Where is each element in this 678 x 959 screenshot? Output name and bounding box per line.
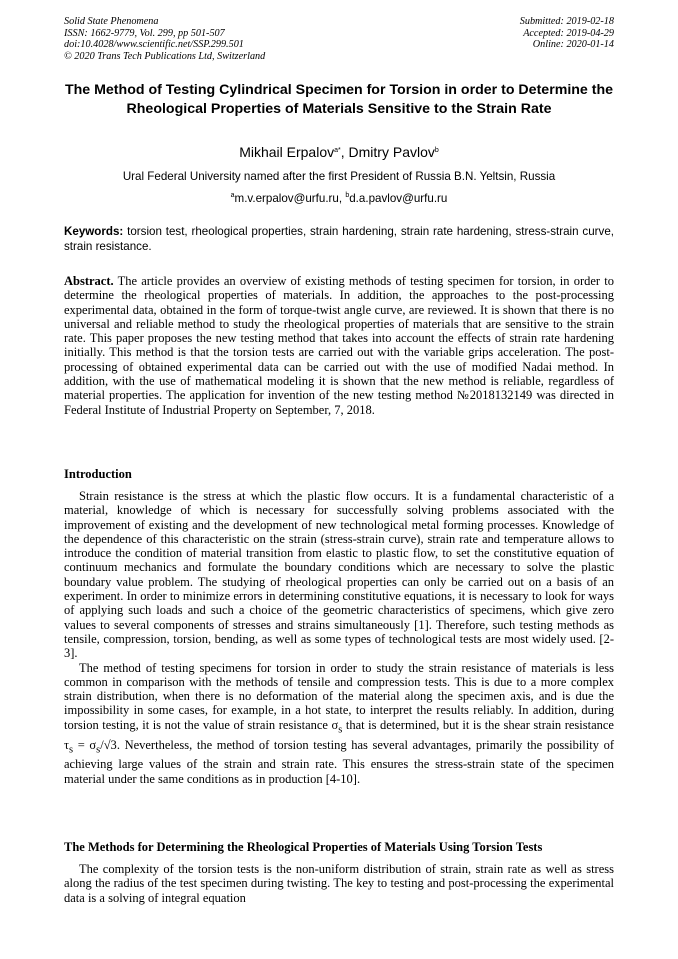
- paragraph-text: . Nevertheless, the method of torsion testing has several advantages, primarily the possibility of achieving large values of the strain and strain rate. This ensures the stress-strain state of the specimen material under the same conditions as in production [4-10].: [64, 737, 614, 786]
- subscript-s: s: [96, 744, 101, 756]
- sigma-symbol: σ: [331, 717, 339, 732]
- subscript-s: s: [338, 724, 343, 736]
- doi-line: doi:10.4028/www.scientific.net/SSP.299.501: [64, 39, 244, 51]
- introduction-body: [64, 489, 614, 786]
- keywords: [64, 225, 614, 254]
- email-separator: ,: [338, 192, 346, 205]
- email-mark: a: [230, 192, 235, 199]
- author-separator: ,: [340, 144, 349, 160]
- affiliation: Ural Federal University named after the first President of Russia B.N. Yeltsin, Russia: [122, 170, 556, 183]
- author-affiliation-mark: b: [434, 147, 439, 154]
- paper-title: The Method of Testing Cylindrical Specimen for Torsion in order to Determine the Rheological Properties of Materials Sensitive to the Strain Rate: [64, 82, 614, 117]
- author-list: [64, 143, 614, 161]
- submitted-date: Submitted: 2019-02-18: [519, 16, 614, 27]
- equation-text: =: [73, 737, 90, 752]
- author-affiliation-mark: a*: [334, 147, 341, 154]
- online-date: Online: 2020-01-14: [532, 39, 614, 51]
- abstract: [64, 274, 614, 417]
- keywords-label: Keywords:: [64, 225, 124, 238]
- copyright-line: © 2020 Trans Tech Publications Ltd, Switzerland: [64, 50, 266, 62]
- author-emails: [64, 191, 614, 206]
- issn-line: ISSN: 1662-9779, Vol. 299, pp 501-507: [64, 27, 225, 39]
- email-mark: b: [345, 192, 350, 199]
- abstract-text: The article provides an overview of existing methods of testing specimen for torsion, in order to determine the rheological properties of materials. In addition, the approaches to the post-processing experimental data, obtained in the form of torque-twist angle curve, are reviewed. It is shown that there is no universal and reliable method to study the rheological properties of materials that are sensitive to the strain rate. This paper proposes the new testing method that takes into account the effects of strain rate hardening initially. This method is that the torsion tests are carried out with the variable grips acceleration. The post-processing of obtained experimental data can be carried out with the use of modified Nadai method. In addition, with the use of mathematical modeling it is shown that the new method is reliable, regardless of material properties. The application for invention of the new testing method №2018132149 was directed in Federal Institute of Industrial Property on September, 7, 2018.: [64, 274, 614, 417]
- introduction-paragraph: Strain resistance is the stress at which the plastic flow occurs. It is a fundamental characteristic of a material, knowledge of which is necessary for successfully solving problems associated with the improvement of existing and the development of new technological metal forming processes. Knowledge of the dependence of this characteristic on the strain (stress-strain curve), strain rate and temperature allows to introduce the condition of material transition from elastic to plastic flow, to set the constitutive equation of continuum mechanics and formulate the boundary conditions which are necessary to solve the plastic boundary value problem. The studying of rheological properties can only be carried out on a basis of an experiment. In order to minimize errors in determining constitutive equations, it is necessary to look for ways of applying such loads and such a choice of the geometric characteristics of specimens, which give zero values to several components of stresses and strains simultaneously [1]. Therefore, such testing methods as tensile, compression, torsion, bending, as well as some types of technological tests are most widely used. [2-3].: [64, 489, 614, 661]
- journal-header-left: [64, 16, 265, 62]
- author-name: Mikhail Erpalov: [239, 144, 335, 160]
- equation-text: /√3: [100, 737, 117, 752]
- keywords-text: torsion test, rheological properties, strain hardening, strain rate hardening, stress-strain curve, strain resistance.: [64, 225, 614, 253]
- section-heading-methods: The Methods for Determining the Rheological Properties of Materials Using Torsion Tests: [64, 840, 543, 854]
- subscript-s: s: [69, 744, 74, 756]
- methods-paragraph: The complexity of the torsion tests is the non-uniform distribution of strain, strain rate as well as stress along the radius of the test specimen during twisting. The key to testing and post-processing the experimental data is a solving of integral equation: [64, 862, 614, 905]
- email-address: d.a.pavlov@urfu.ru: [349, 192, 448, 205]
- paragraph-text: that is determined, but it is the shear strain resistance: [342, 717, 614, 732]
- sigma-symbol: σ: [89, 737, 97, 752]
- author-name: Dmitry Pavlov: [348, 144, 435, 160]
- journal-header-right: [520, 16, 614, 51]
- introduction-paragraph: [64, 661, 614, 786]
- paragraph-text: The method of testing specimens for torsion in order to study the strain resistance of materials is less common in comparison with the methods of tensile and compression tests. This is due to a more complex strain distribution, when there is no deformation of the material along the specimen axis, and is due the impossibility in some cases, for example, in a hot state, to interpret the results reliably. In addition, during torsion testing, it is not the value of strain resistance: [64, 660, 614, 732]
- email-address: m.v.erpalov@urfu.ru: [234, 192, 339, 205]
- section-heading-introduction: Introduction: [64, 467, 132, 481]
- journal-name: Solid State Phenomena: [64, 16, 159, 27]
- tau-symbol: τ: [64, 737, 70, 752]
- abstract-label: Abstract.: [64, 274, 114, 288]
- accepted-date: Accepted: 2019-04-29: [523, 27, 614, 39]
